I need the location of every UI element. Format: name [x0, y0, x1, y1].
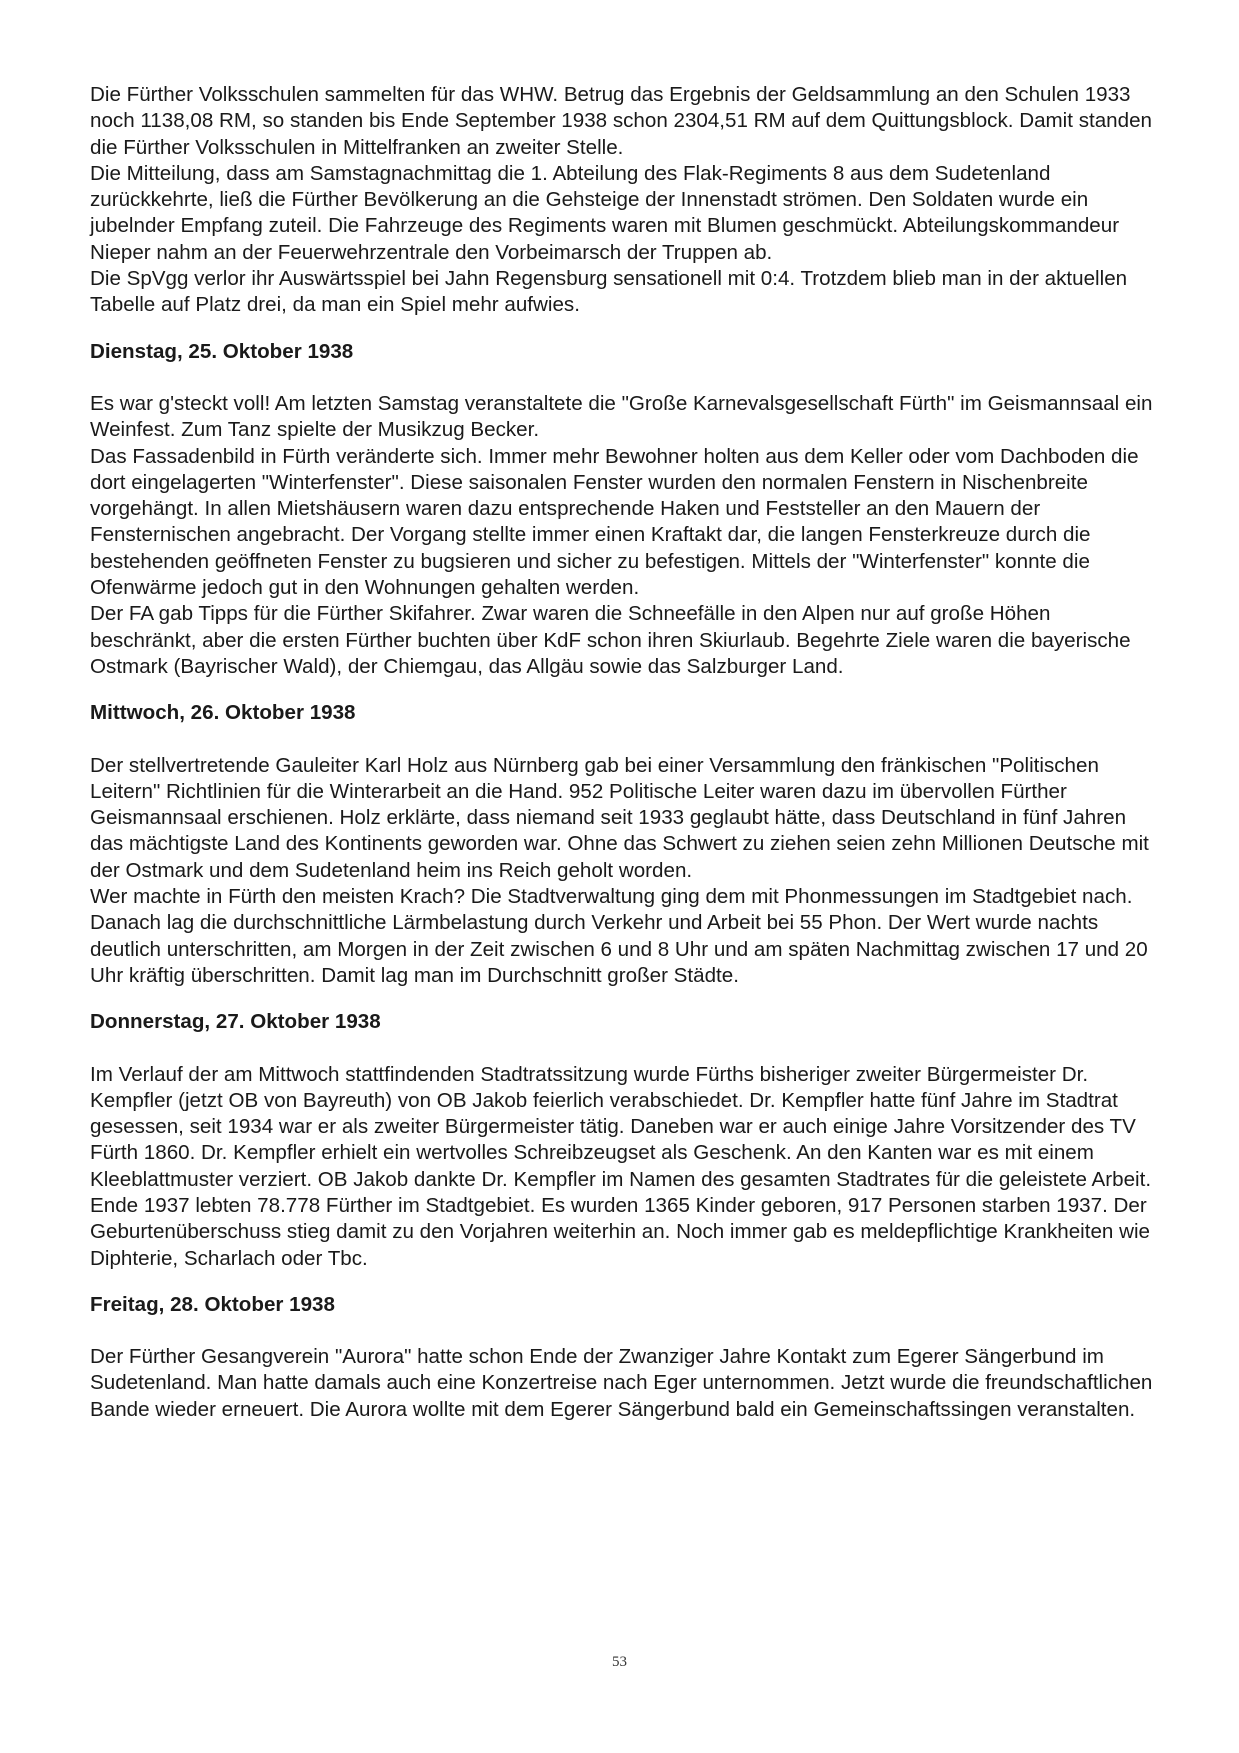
- section-heading: Donnerstag, 27. Oktober 1938: [90, 1010, 381, 1034]
- section-dienstag: [90, 339, 1160, 681]
- paragraph: Im Verlauf der am Mittwoch stattfindenden Stadtratssitzung wurde Fürths bisheriger zweiter Bürgermeister Dr. Kempfler (jetzt OB von Bayreuth) von OB Jakob feierlich verabschiedet. Dr. Kempfler hatte fünf Jahre im Stadtrat gesessen, seit 1934 war er als zweiter Bürgermeister tätig. Daneben war er auch einige Jahre Vorsitzender des TV Fürth 1860. Dr. Kempfler erhielt ein wertvolles Schreibzeugset als Geschenk. An den Kanten war es mit einem Kleeblattmuster verziert. OB Jakob dankte Dr. Kempfler im Namen des gesamten Stadtrates für die geleistete Arbeit.: [90, 1062, 1152, 1191]
- paragraph: Die Mitteilung, dass am Samstagnachmittag die 1. Abteilung des Flak-Regiments 8 aus dem Sudetenland zurückkehrte, ließ die Fürther Bevölkerung an die Gehsteige der Innenstadt strömen. Den Soldaten wurde ein jubelnder Empfang zuteil. Die Fahrzeuge des Regiments waren mit Blumen geschmückt. Abteilungskommandeur Nieper nahm an der Feuerwehrzentrale den Vorbeimarsch der Truppen ab.: [90, 161, 1120, 264]
- paragraph: Wer machte in Fürth den meisten Krach? Die Stadtverwaltung ging dem mit Phonmessungen im Stadtgebiet nach. Danach lag die durchschnittliche Lärmbelastung durch Verkehr und Arbeit bei 55 Phon. Der Wert wurde nachts deutlich unterschritten, am Morgen in der Zeit zwischen 6 und 8 Uhr und am späten Nachmittag zwischen 17 und 20 Uhr kräftig überschritten. Damit lag man im Durchschnitt großer Städte.: [90, 885, 1148, 987]
- intro-block: [90, 82, 1160, 319]
- paragraph: Das Fassadenbild in Fürth veränderte sich. Immer mehr Bewohner holten aus dem Keller oder vom Dachboden die dort eingelagerten "Winterfenster". Diese saisonalen Fenster wurden den normalen Fenstern in Nischenbreite vorgehängt. In allen Mietshäusern waren dazu entsprechende Haken und Feststeller an den Mauern der Fensternischen angebracht. Der Vorgang stellte immer einen Kraftakt dar, die langen Fensterkreuze durch die bestehenden geöffneten Fenster zu bugsieren und sicher zu befestigen. Mittels der "Winterfenster" konnte die Ofenwärme jedoch gut in den Wohnungen gehalten werden.: [90, 444, 1139, 600]
- section-heading: Mittwoch, 26. Oktober 1938: [90, 701, 356, 725]
- page-number: 53: [612, 1654, 627, 1670]
- paragraph: Die Fürther Volksschulen sammelten für das WHW. Betrug das Ergebnis der Geldsammlung an den Schulen 1933 noch 1138,08 RM, so standen bis Ende September 1938 schon 2304,51 RM auf dem Quittungsblock. Damit standen die Fürther Volksschulen in Mittelfranken an zweiter Stelle.: [90, 83, 1152, 159]
- paragraph: Es war g'steckt voll! Am letzten Samstag veranstaltete die "Große Karnevalsgesellschaft Fürth" im Geismannsaal ein Weinfest. Zum Tanz spielte der Musikzug Becker.: [90, 391, 1153, 442]
- section-donnerstag: [90, 1009, 1160, 1272]
- section-freitag: [90, 1292, 1160, 1423]
- section-heading: Dienstag, 25. Oktober 1938: [90, 339, 354, 363]
- paragraph: Der FA gab Tipps für die Fürther Skifahrer. Zwar waren die Schneefälle in den Alpen nur auf große Höhen beschränkt, aber die ersten Fürther buchten über KdF schon ihren Skiurlaub. Begehrte Ziele waren die bayerische Ostmark (Bayrischer Wald), der Chiemgau, das Allgäu sowie das Salzburger Land.: [90, 602, 1131, 678]
- section-mittwoch: [90, 700, 1160, 989]
- section-heading: Freitag, 28. Oktober 1938: [90, 1292, 335, 1316]
- paragraph: Der Fürther Gesangverein "Aurora" hatte schon Ende der Zwanziger Jahre Kontakt zum Egerer Sängerbund im Sudetenland. Man hatte damals auch eine Konzertreise nach Eger unternommen. Jetzt wurde die freundschaftlichen Bande wieder erneuert. Die Aurora wollte mit dem Egerer Sängerbund bald ein Gemeinschaftssingen veranstalten.: [90, 1345, 1153, 1421]
- paragraph: Die SpVgg verlor ihr Auswärtsspiel bei Jahn Regensburg sensationell mit 0:4. Trotzdem blieb man in der aktuellen Tabelle auf Platz drei, da man ein Spiel mehr aufwies.: [90, 267, 1128, 317]
- document-body: [90, 82, 1160, 1423]
- paragraph: Ende 1937 lebten 78.778 Fürther im Stadtgebiet. Es wurden 1365 Kinder geboren, 917 Personen starben 1937. Der Geburtenüberschuss stieg damit zu den Vorjahren weiterhin an. Noch immer gab es meldepflichtige Krankheiten wie Diphterie, Scharlach oder Tbc.: [90, 1193, 1151, 1270]
- paragraph: Der stellvertretende Gauleiter Karl Holz aus Nürnberg gab bei einer Versammlung den fränkischen "Politischen Leitern" Richtlinien für die Winterarbeit an die Hand. 952 Politische Leiter waren dazu im übervollen Fürther Geismannsaal erschienen. Holz erklärte, dass niemand seit 1933 geglaubt hätte, dass Deutschland in fünf Jahren das mächtigste Land des Kontinents geworden war. Ohne das Schwert zu ziehen seien zehn Millionen Deutsche mit der Ostmark und dem Sudetenland heim ins Reich geholt worden.: [90, 753, 1149, 882]
